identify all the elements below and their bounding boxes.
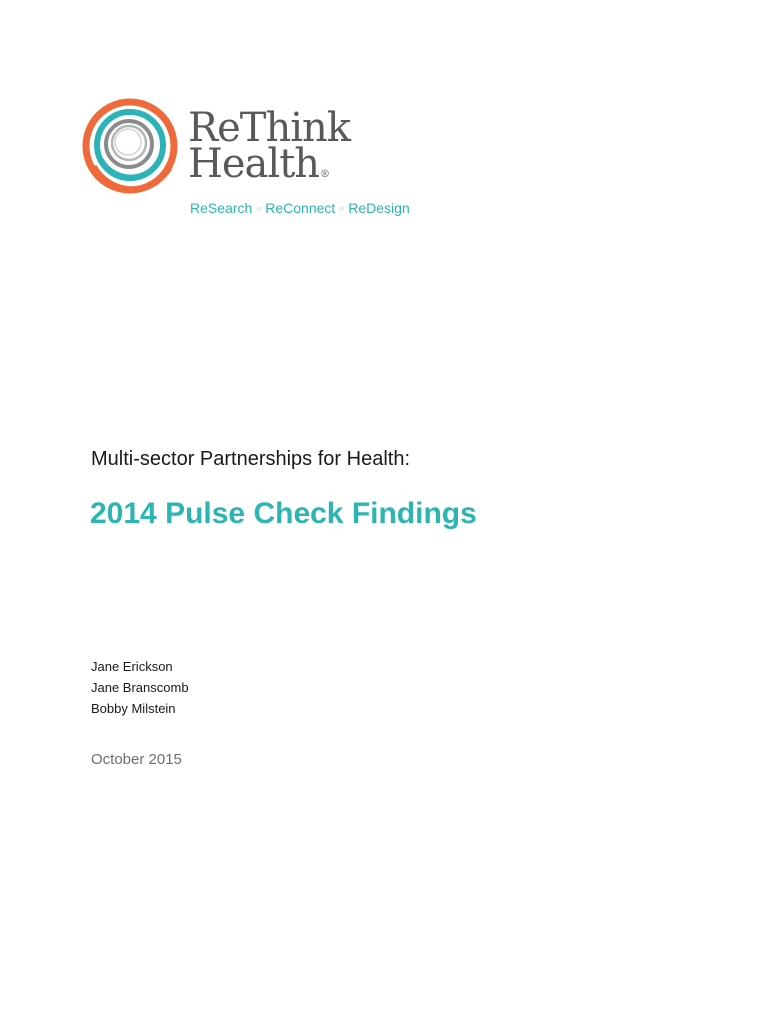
author-name: Jane Branscomb: [91, 680, 189, 695]
author-list: [91, 656, 189, 719]
logo-wordmark: [188, 105, 351, 187]
rethink-health-logo: [80, 96, 420, 226]
report-title: 2014 Pulse Check Findings: [90, 497, 477, 530]
logo-wordmark-line1: ReThink: [188, 105, 351, 151]
logo-tagline: [190, 200, 410, 216]
author-name: Jane Erickson: [91, 659, 173, 674]
logo-wordmark-line2-wrap: [188, 141, 350, 187]
concentric-swirl-icon: [80, 96, 184, 200]
report-subtitle: Multi-sector Partnerships for Health:: [91, 448, 411, 470]
tagline-research: ReSearch: [190, 200, 253, 216]
author-name: Bobby Milstein: [91, 701, 176, 716]
registered-mark: ®: [320, 169, 330, 180]
tagline-separator-1: ◦: [256, 200, 262, 216]
publication-date: October 2015: [91, 751, 182, 768]
tagline-separator-2: ◦: [339, 200, 345, 216]
tagline-reconnect: ReConnect: [265, 200, 336, 216]
logo-wordmark-line2: Health: [188, 141, 320, 187]
tagline-redesign: ReDesign: [348, 200, 410, 216]
